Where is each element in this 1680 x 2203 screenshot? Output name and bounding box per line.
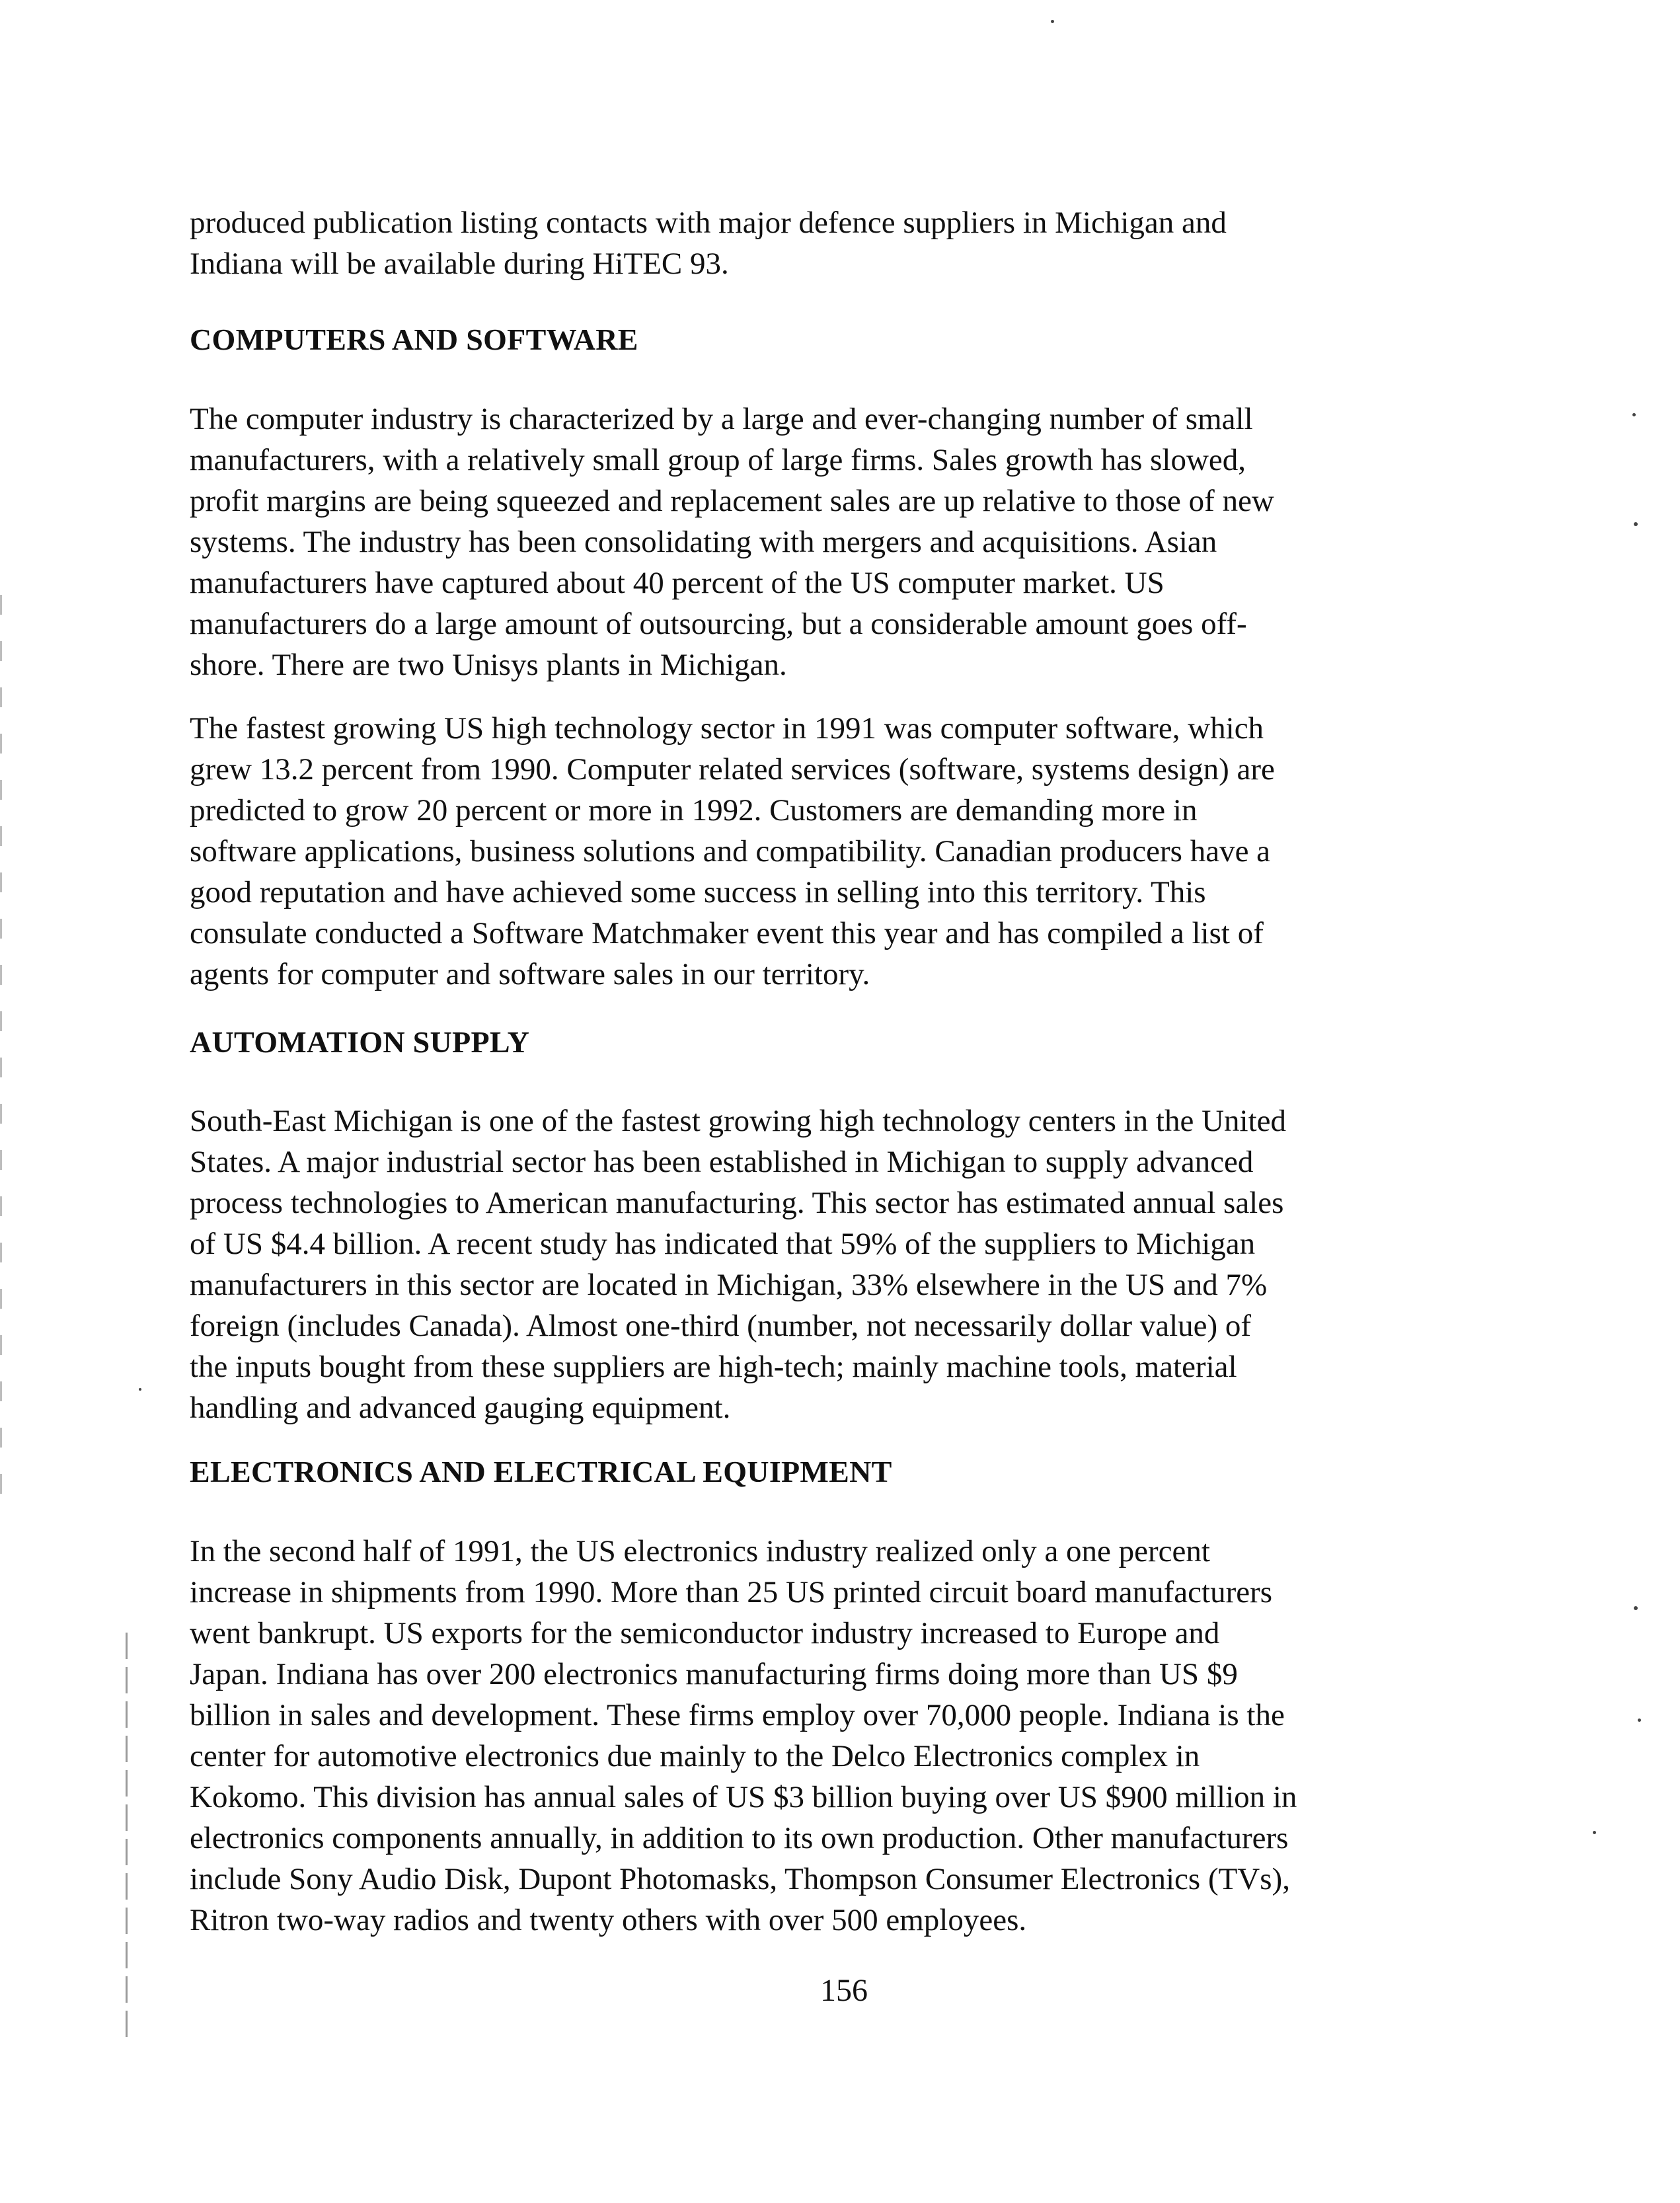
scan-speck xyxy=(139,1388,141,1391)
scan-speck xyxy=(1634,522,1638,526)
section-heading-automation-supply: AUTOMATION SUPPLY xyxy=(190,1025,530,1059)
scan-speck xyxy=(1593,1831,1596,1834)
computers-paragraph-2 xyxy=(190,708,1445,995)
text-line: center for automotive electronics due mainly to the Delco Electronics complex in xyxy=(190,1739,1200,1773)
text-line: agents for computer and software sales in our territory. xyxy=(190,957,870,991)
text-line: South-East Michigan is one of the fastest growing high technology centers in the United xyxy=(190,1104,1287,1138)
page-number: 156 xyxy=(820,1973,868,2008)
text-line: manufacturers do a large amount of outsourcing, but a considerable amount goes off- xyxy=(190,607,1247,641)
computers-paragraph-1 xyxy=(190,399,1445,685)
text-line: handling and advanced gauging equipment. xyxy=(190,1391,731,1425)
text-line: In the second half of 1991, the US electronics industry realized only a one percent xyxy=(190,1534,1210,1568)
text-line: manufacturers have captured about 40 percent of the US computer market. US xyxy=(190,566,1165,600)
text-line: software applications, business solutions and compatibility. Canadian producers have a xyxy=(190,834,1271,869)
text-line: good reputation and have achieved some success in selling into this territory. This xyxy=(190,875,1206,909)
scan-margin-rule xyxy=(126,1633,128,2042)
text-line: predicted to grow 20 percent or more in 1992. Customers are demanding more in xyxy=(190,793,1198,828)
text-line: Kokomo. This division has annual sales of US $3 billion buying over US $900 million in xyxy=(190,1780,1297,1814)
text-line: manufacturers, with a relatively small group of large firms. Sales growth has slowed, xyxy=(190,443,1246,477)
text-line: grew 13.2 percent from 1990. Computer related services (software, systems design) are xyxy=(190,752,1275,787)
text-line: consulate conducted a Software Matchmaker event this year and has compiled a list of xyxy=(190,916,1264,950)
text-line: profit margins are being squeezed and replacement sales are up relative to those of new xyxy=(190,484,1274,518)
text-line: Japan. Indiana has over 200 electronics manufacturing firms doing more than US $9 xyxy=(190,1657,1238,1691)
text-line: the inputs bought from these suppliers are high-tech; mainly machine tools, material xyxy=(190,1350,1237,1384)
text-line: shore. There are two Unisys plants in Michigan. xyxy=(190,648,787,682)
text-line: billion in sales and development. These firms employ over 70,000 people. Indiana is the xyxy=(190,1698,1285,1732)
text-line: The fastest growing US high technology sector in 1991 was computer software, which xyxy=(190,711,1264,746)
section-heading-electronics: ELECTRONICS AND ELECTRICAL EQUIPMENT xyxy=(190,1455,892,1488)
section-heading-computers-software: COMPUTERS AND SOFTWARE xyxy=(190,323,638,356)
text-line: The computer industry is characterized by a large and ever-changing number of small xyxy=(190,402,1253,436)
text-line: produced publication listing contacts with major defence suppliers in Michigan and xyxy=(190,206,1227,240)
text-line: Ritron two-way radios and twenty others with over 500 employees. xyxy=(190,1903,1027,1937)
text-line: process technologies to American manufacturing. This sector has estimated annual sales xyxy=(190,1186,1284,1220)
text-line: manufacturers in this sector are located in Michigan, 33% elsewhere in the US and 7% xyxy=(190,1268,1268,1302)
text-line: electronics components annually, in addition to its own production. Other manufacturers xyxy=(190,1821,1289,1855)
scan-speck xyxy=(1051,20,1054,23)
text-line: increase in shipments from 1990. More than 25 US printed circuit board manufacturers xyxy=(190,1575,1273,1609)
text-line: foreign (includes Canada). Almost one-third (number, not necessarily dollar value) of xyxy=(190,1309,1252,1343)
scan-speck xyxy=(1634,1606,1638,1610)
scan-edge-artifact xyxy=(0,595,2,1520)
scan-speck xyxy=(1632,413,1636,416)
text-line: Indiana will be available during HiTEC 93. xyxy=(190,247,729,281)
scan-speck xyxy=(1638,1719,1641,1722)
electronics-paragraph xyxy=(190,1531,1445,1941)
text-line: went bankrupt. US exports for the semiconductor industry increased to Europe and xyxy=(190,1616,1220,1650)
text-line: States. A major industrial sector has been established in Michigan to supply advanced xyxy=(190,1145,1254,1179)
text-line: of US $4.4 billion. A recent study has indicated that 59% of the suppliers to Michigan xyxy=(190,1227,1256,1261)
text-line: systems. The industry has been consolidating with mergers and acquisitions. Asian xyxy=(190,525,1217,559)
text-line: include Sony Audio Disk, Dupont Photomasks, Thompson Consumer Electronics (TVs), xyxy=(190,1862,1290,1896)
automation-paragraph xyxy=(190,1101,1445,1428)
intro-paragraph xyxy=(190,202,1445,284)
